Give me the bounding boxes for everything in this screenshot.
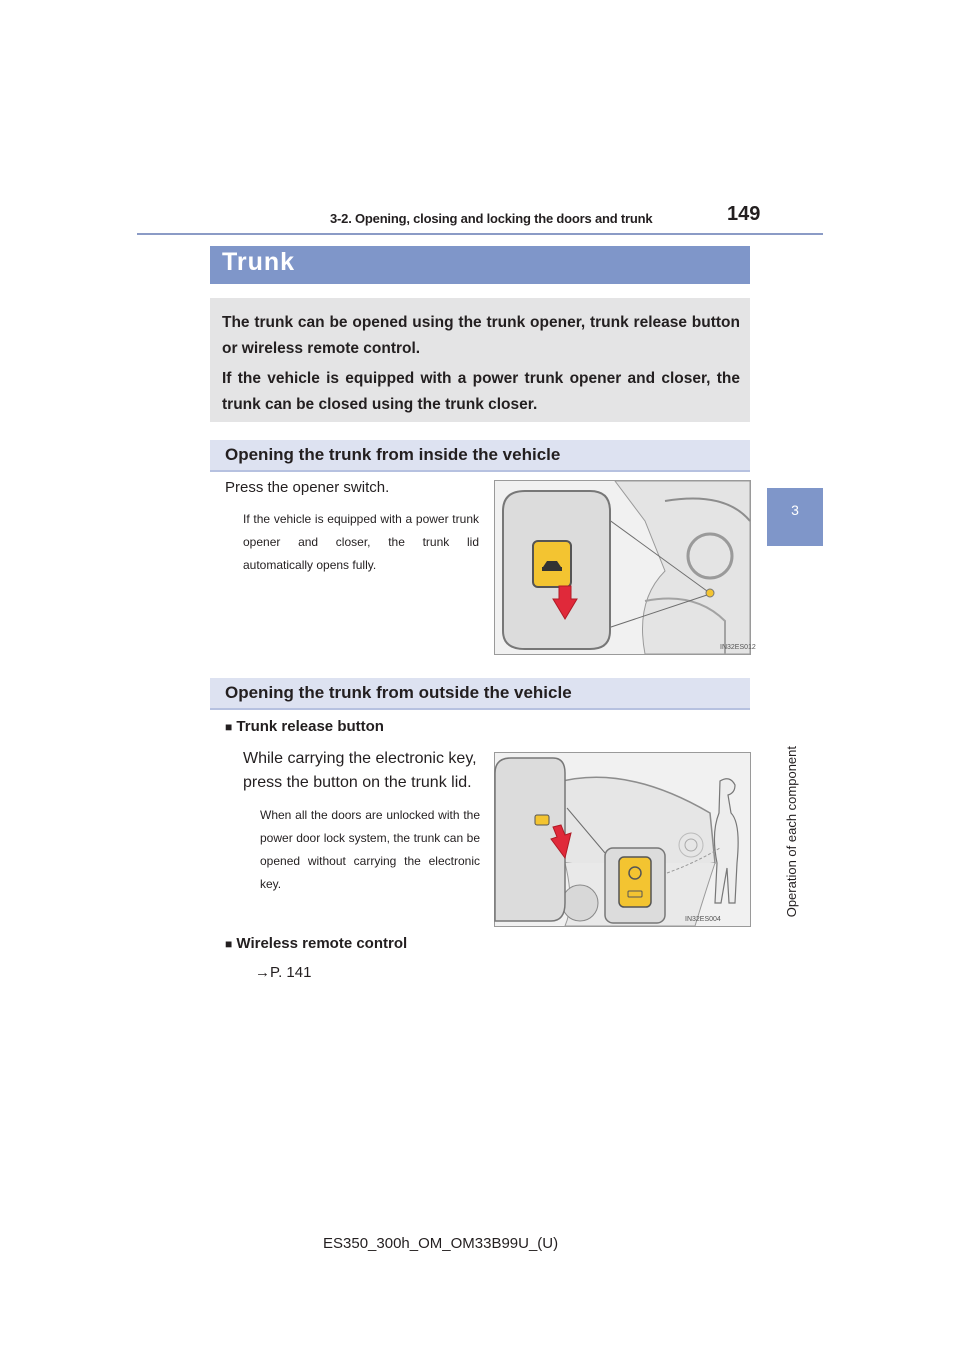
running-header: 3-2. Opening, closing and locking the doors and trunk: [330, 211, 653, 226]
arrow-icon: →: [255, 964, 270, 981]
page-title: Trunk: [222, 248, 296, 276]
release-button-instruction: While carrying the electronic key, press the button on the trunk lid.: [243, 750, 477, 791]
svg-text:IN32ES004: IN32ES004: [685, 916, 721, 923]
trunk-release-illustration: [495, 753, 750, 926]
remote-reference[interactable]: [255, 964, 311, 981]
figure-trunk-release: [494, 752, 751, 927]
svg-text:IN32ES012: IN32ES012: [720, 644, 756, 651]
header-divider: [137, 233, 823, 235]
figure-opener-switch: [494, 480, 756, 655]
release-button-note: When all the doors are unlocked with the power door lock system, the trunk can be opened without carrying the electronic key.: [260, 808, 480, 891]
bullet-icon: ■: [225, 720, 233, 734]
opener-switch-illustration: [495, 481, 756, 654]
inside-instruction: Press the opener switch.: [225, 479, 390, 496]
chapter-number: 3: [791, 502, 799, 518]
remote-heading-row: [225, 935, 407, 952]
page-reference-link[interactable]: P. 141: [270, 964, 312, 981]
remote-heading: Wireless remote control: [236, 935, 408, 952]
section-heading-outside: Opening the trunk from outside the vehicle: [225, 683, 572, 702]
chapter-label: Operation of each component: [784, 746, 799, 918]
release-button-heading: Trunk release button: [236, 718, 384, 735]
page-number: 149: [727, 203, 761, 225]
footer-code: ES350_300h_OM_OM33B99U_(U): [323, 1235, 559, 1252]
intro-paragraph-2: If the vehicle is equipped with a power trunk opener and closer, the trunk can be closed using the trunk closer.: [222, 370, 740, 413]
intro-paragraph-1: The trunk can be opened using the trunk opener, trunk release button or wireless remote control.: [222, 314, 740, 357]
section-heading-inside: Opening the trunk from inside the vehicle: [225, 445, 561, 464]
release-button-heading-row: [225, 718, 384, 735]
inside-note: If the vehicle is equipped with a power trunk opener and closer, the trunk lid automatically opens fully.: [243, 512, 479, 572]
bullet-icon: ■: [225, 937, 233, 951]
